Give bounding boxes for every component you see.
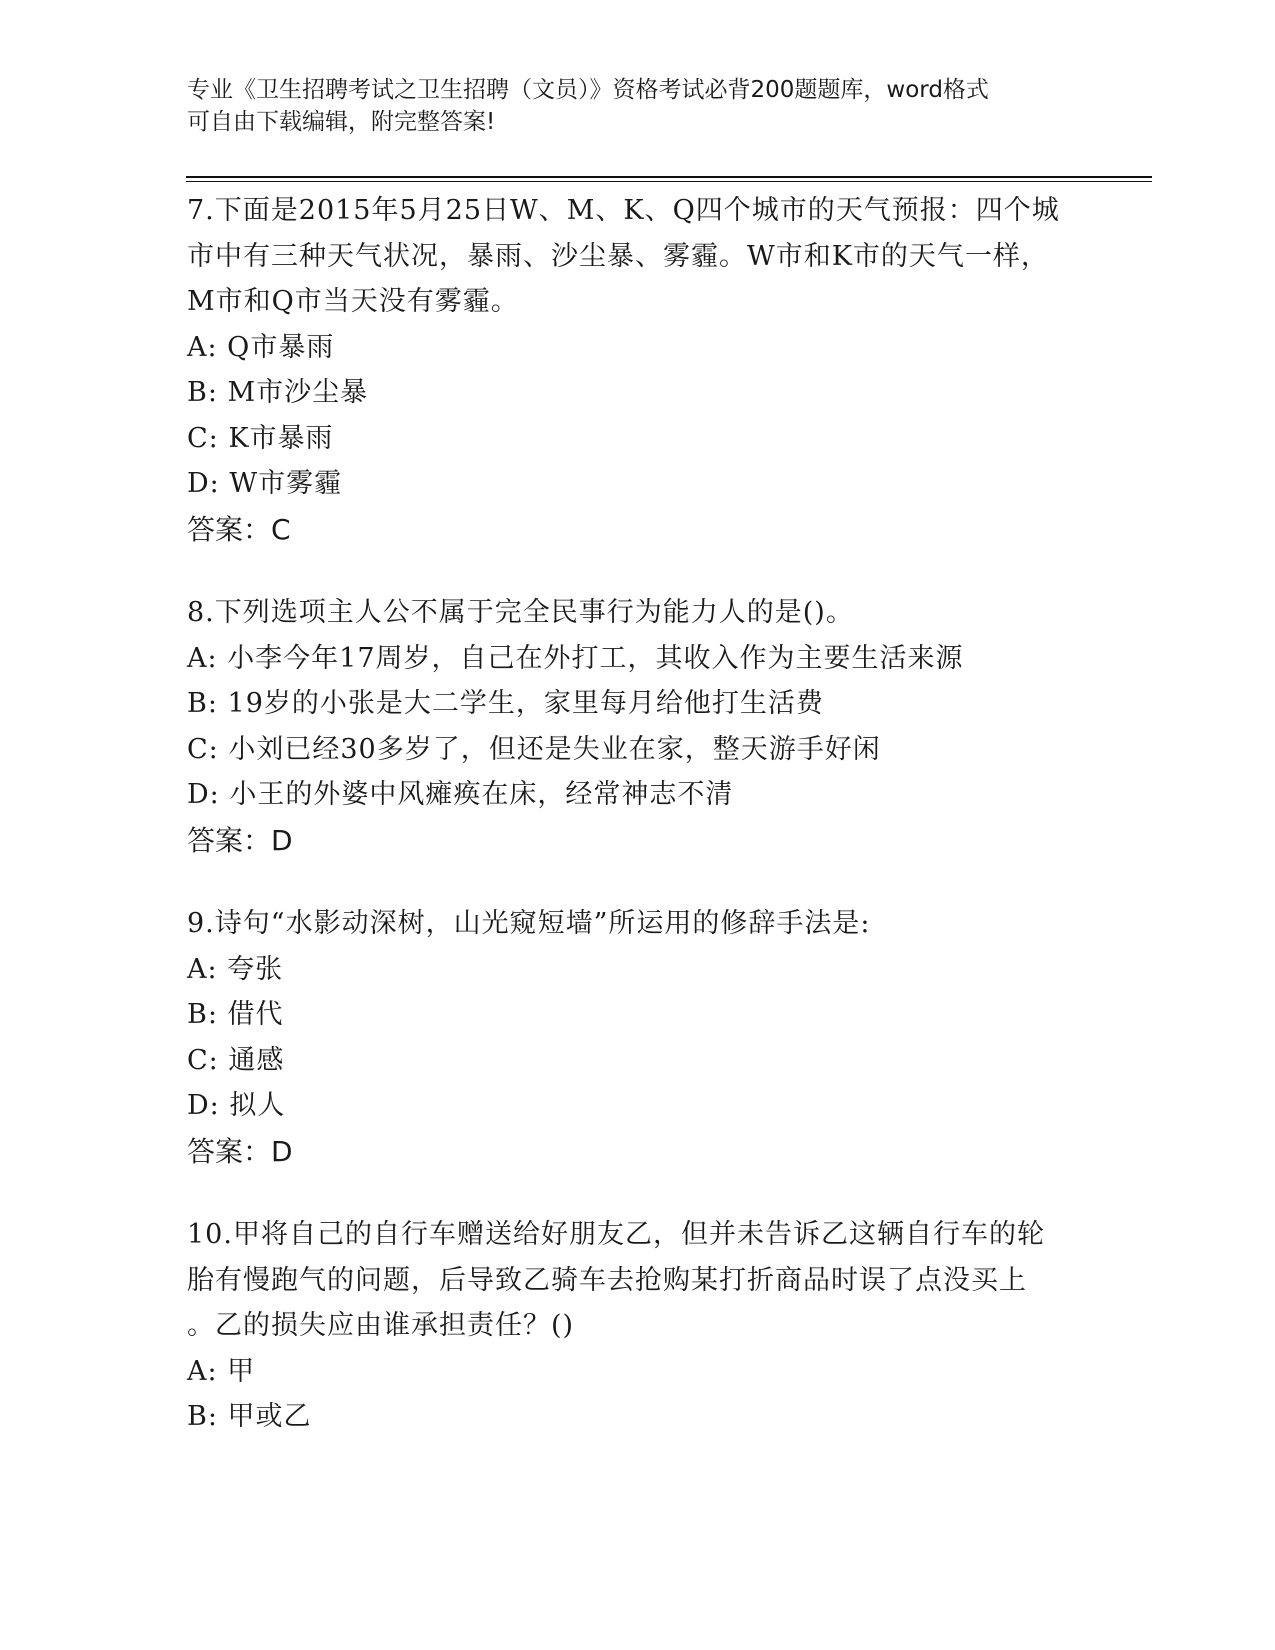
option-d: D: 拟人 [187,1090,286,1121]
question-9 [187,901,1087,1174]
option-b: B: M市沙尘暴 [187,377,369,408]
option-b: B: 甲或乙 [187,1401,312,1432]
option-b: B: 借代 [187,999,284,1030]
option-a: A: 夸张 [187,953,284,985]
stem-line: 10.甲将自己的自行车赠送给好朋友乙，但并未告诉乙这辆自行车的轮 [187,1219,1045,1250]
stem-line: 市中有三种天气状况，暴雨、沙尘暴、雾霾。W市和K市的天气一样， [187,240,1049,272]
option-c: C: 小刘已经30多岁了，但还是失业在家，整天游手好闲 [187,733,881,765]
document-header [187,74,1067,138]
option-c: C: K市暴雨 [187,422,334,454]
answer-line: 答案：D [187,1134,293,1168]
stem-line: 7.下面是2015年5月25日W、M、K、Q四个城市的天气预报：四个城 [187,195,1060,226]
question-10 [187,1212,1087,1440]
option-b: B: 19岁的小张是大二学生，家里每月给他打生活费 [187,688,824,719]
option-a: A: 甲 [187,1355,256,1387]
question-stem [187,901,1087,947]
option-d: D: W市雾霾 [187,468,343,499]
stem-line: 。乙的损失应由谁承担责任？() [187,1310,575,1341]
header-divider-thick [186,176,1152,178]
question-list [187,188,1087,1478]
question-stem [187,1212,1087,1349]
stem-line: 胎有慢跑气的问题，后导致乙骑车去抢购某打折商品时误了点没买上 [187,1264,1027,1296]
option-a: A: 小李今年17周岁，自己在外打工，其收入作为主要生活来源 [187,642,964,674]
question-stem [187,590,1087,636]
option-a: A: Q市暴雨 [187,331,335,363]
question-7 [187,188,1087,552]
option-d: D: 小王的外婆中风瘫痪在床，经常神志不清 [187,779,734,810]
question-8 [187,590,1087,863]
stem-line: 9.诗句“水影动深树，山光窥短墙”所运用的修辞手法是: [187,908,871,939]
header-divider-thin [186,181,1152,182]
stem-line: M市和Q市当天没有雾霾。 [187,286,519,317]
header-line-1: 专业《卫生招聘考试之卫生招聘（文员）》资格考试必背200题题库，word格式 [187,77,989,103]
question-stem [187,188,1087,325]
option-c: C: 通感 [187,1044,285,1076]
answer-line: 答案：C [187,512,291,546]
stem-line: 8.下列选项主人公不属于完全民事行为能力人的是()。 [187,597,854,628]
header-line-2: 可自由下载编辑，附完整答案! [187,109,496,135]
answer-line: 答案：D [187,823,293,857]
